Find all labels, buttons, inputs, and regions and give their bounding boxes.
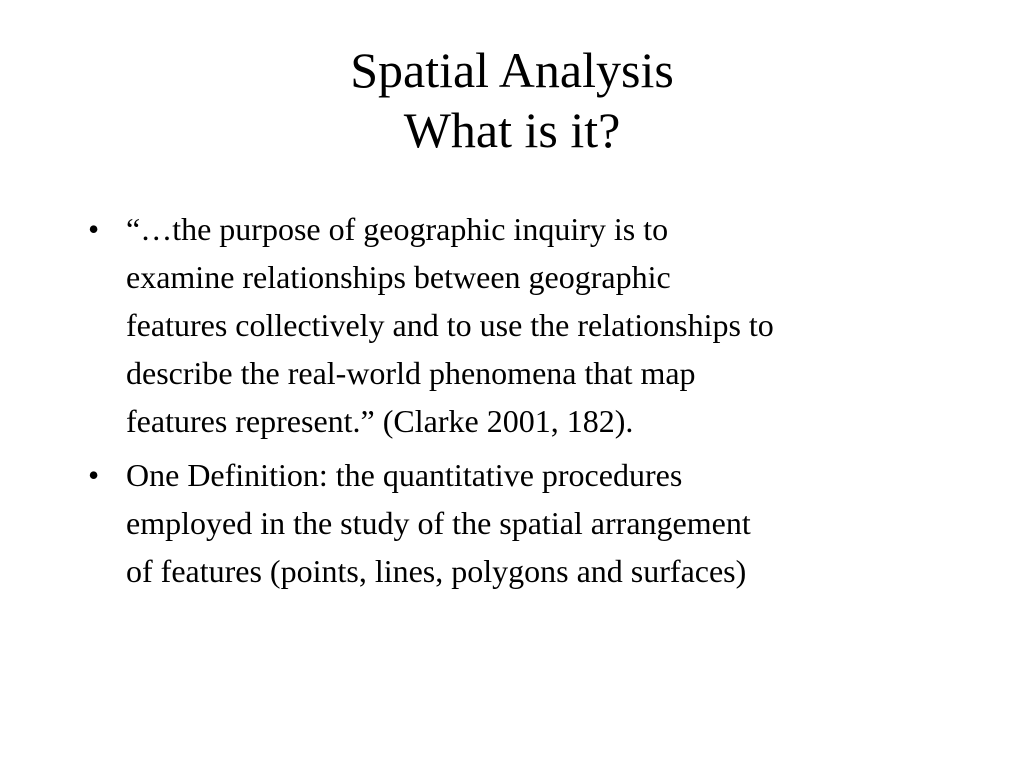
bullet-text-line: One Definition: the quantitative procedures <box>126 457 683 493</box>
bullet-text-line: features represent.” (Clarke 2001, 182). <box>126 403 634 439</box>
bullet-item-quote <box>88 205 968 445</box>
bullet-list <box>88 205 968 601</box>
bullet-text-line: examine relationships between geographic <box>126 259 671 295</box>
bullet-dot-icon: • <box>88 211 100 247</box>
title-line-2: What is it? <box>403 102 621 158</box>
bullet-dot-icon: • <box>88 457 100 493</box>
bullet-text-line: “…the purpose of geographic inquiry is to <box>126 211 669 247</box>
title-line-1: Spatial Analysis <box>350 42 674 98</box>
slide-title <box>0 40 1024 160</box>
bullet-text-line: of features (points, lines, polygons and surfaces) <box>126 553 747 589</box>
bullet-text-line: features collectively and to use the relationships to <box>126 307 774 343</box>
bullet-text-line: employed in the study of the spatial arrangement <box>126 505 751 541</box>
bullet-item-definition <box>88 451 968 595</box>
bullet-text-line: describe the real-world phenomena that map <box>126 355 696 391</box>
